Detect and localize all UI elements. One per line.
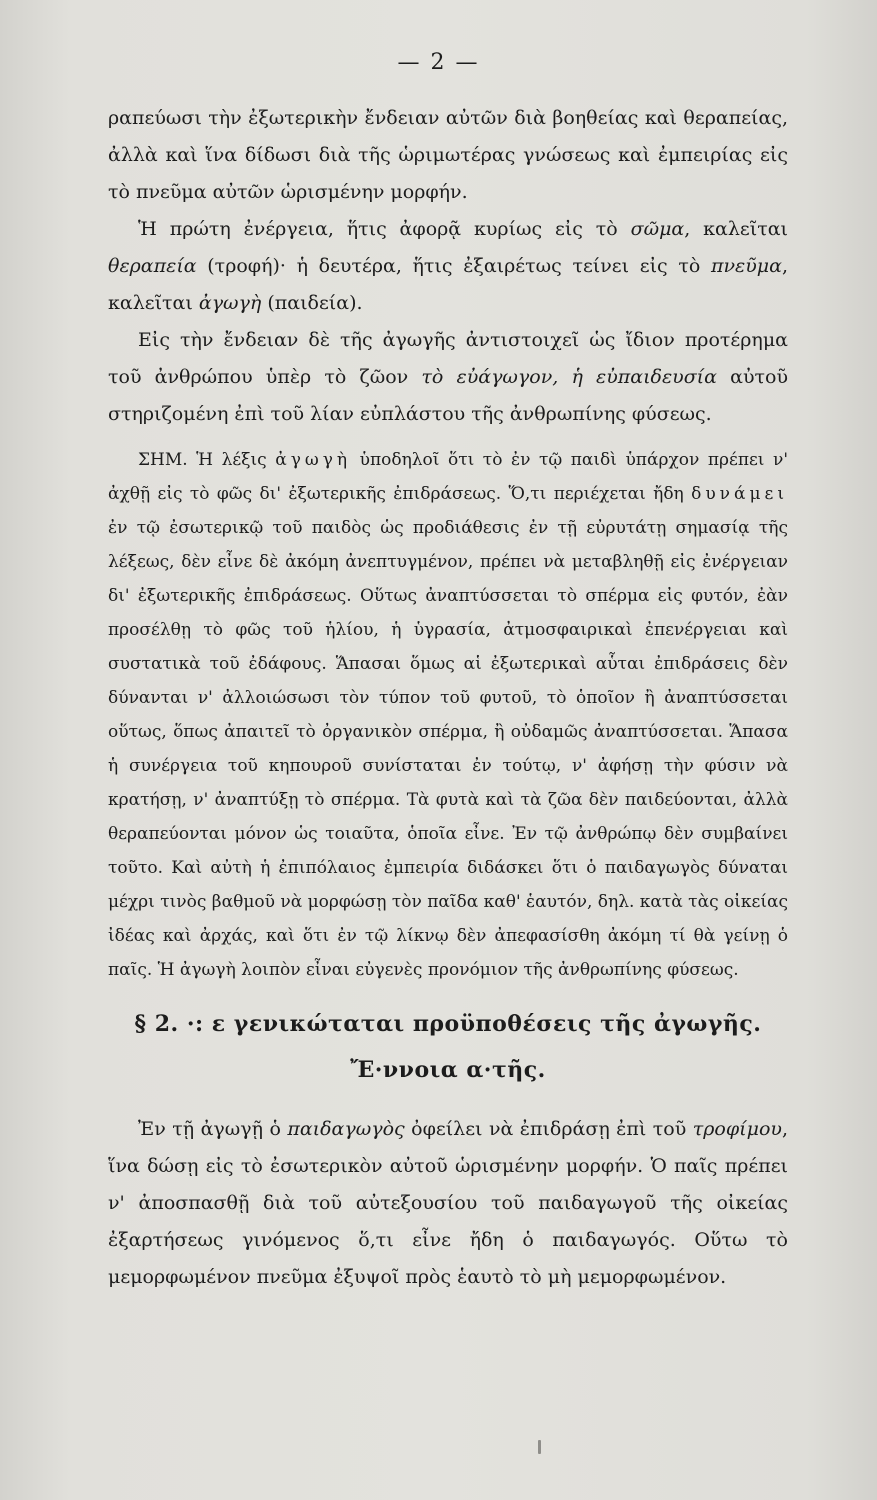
page-number: — 2 — (397, 50, 480, 75)
text-run: ἐν τῷ ἐσωτερικῷ τοῦ παιδὸς ὡς προδιάθεσις ἐν τῇ εὐρυτάτῃ σημασίᾳ τῆς λέξεως, δὲν εἶνε δὲ ἀκόμη ἀνεπτυγμένον, πρέπει νὰ μεταβληθῇ εἰς ἐνέργειαν δι' ἐξωτερικῆς ἐπιδράσεως. Οὕτως ἀναπτύσσεται τὸ σπέρμα εἰς φυτόν, ἐὰν προσέλθῃ τὸ φῶς τοῦ ἡλίου, ἡ ὑγρασία, ἀτμοσφαιρικαὶ ἐπενέργειαι καὶ συστατικὰ τοῦ ἐδάφους. Ἅπασαι ὅμως αἱ ἐξωτερικαὶ αὗται ἐπιδράσεις δὲν δύνανται ν' ἀλλοιώσωσι τὸν τύπον τοῦ φυτοῦ, τὸ ὁποῖον ἢ ἀναπτύσσεται οὕτως, ὅπως ἀπαιτεῖ τὸ ὀργανικὸν σπέρμα, ἢ οὐδαμῶς ἀναπτύσσεται. Ἅπασα ἡ συνέργεια τοῦ κηπουροῦ συνίσταται ἐν τούτῳ, ν' ἀφήσῃ τὴν φύσιν νὰ κρατήσῃ, ν' ἀναπτύξῃ τὸ σπέρμα. Τὰ φυτὰ καὶ τὰ ζῶα δὲν παιδεύονται, ἀλλὰ θεραπεύονται μόνον ὡς τοιαῦτα, ὁποῖα εἶνε. Ἐν τῷ ἀνθρώπῳ δὲν συμβαίνει τοῦτο. Καὶ αὐτὴ ἡ ἐπιπόλαιος ἐμπειρία διδάσκει ὅτι ὁ παιδαγωγὸς δύναται μέχρι τινὸς βαθμοῦ νὰ μορφώσῃ τὸν παῖδα καθ' ἑαυτόν, δηλ. κατὰ τὰς οἰκείας ἰδέας καὶ ἀρχάς, καὶ ὅτι ἐν τῷ λίκνῳ δὲν ἀπεφασίσθη ἀκόμη τί θὰ γείνῃ ὁ παῖς. Ἡ ἀγωγὴ λοιπὸν εἶναι εὐγενὲς προνόμιον τῆς ἀνθρωπίνης φύσεως. (108, 518, 788, 980)
text-run: (παιδεία). (261, 292, 363, 314)
spaced-term: ἀγωγὴ (275, 450, 352, 470)
italic-term: ἀγωγὴ (198, 292, 262, 314)
italic-term: σῶμα (630, 218, 685, 240)
note-paragraph (108, 443, 788, 987)
text-run: Εἰς τὴν ἔνδειαν δὲ τῆς ἀγωγῆς ἀντιστοιχεῖ ὡς ἴδιον προτέρημα τοῦ ἀνθρώπου ὑπὲρ τὸ ζῶον (108, 329, 788, 388)
text-block (108, 100, 788, 1296)
text-run: αὐτοῦ στηριζομένη ἐπὶ τοῦ λίαν εὐπλάστου τῆς ἀνθρωπίνης φύσεως. (108, 366, 789, 425)
text-run: , καλεῖται (684, 218, 788, 240)
paragraph-therapeia (108, 211, 788, 322)
paragraph-euagogon (108, 322, 788, 433)
text-run: (τροφή)· ἡ δευτέρα, ἥτις ἐξαιρέτως τείνει εἰς τὸ (196, 255, 711, 277)
text-run: , ἵνα δώσῃ εἰς τὸ ἐσωτερικὸν αὐτοῦ ὡρισμένην μορφήν. Ὁ παῖς πρέπει ν' ἀποσπασθῇ διὰ τοῦ αὐτεξουσίου τοῦ παιδαγωγοῦ τῆς οἰκείας ἐξαρτήσεως γινόμενος ὅ,τι εἶνε ἤδη ὁ παιδαγωγός. Οὕτω τὸ μεμορφωμένον πνεῦμα ἐξυψοῖ πρὸς ἑαυτὸ τὸ μὴ μεμορφωμένον. (108, 1118, 788, 1288)
text-run: ὀφείλει νὰ ἐπιδράσῃ ἐπὶ τοῦ (404, 1118, 693, 1140)
italic-term: θεραπεία (108, 255, 197, 277)
italic-term: τροφίμου (692, 1118, 782, 1140)
italic-term: τὸ εὐάγωγον, ἡ εὐπαιδευσία (421, 366, 717, 388)
italic-term: πνεῦμα (710, 255, 782, 277)
text-run: , καλεῖται (108, 255, 788, 314)
spaced-term: δυνάμει (691, 484, 788, 504)
italic-term: παιδαγωγὸς (287, 1118, 405, 1140)
text-run: Ἡ πρώτη ἐνέργεια, ἥτις ἀφορᾷ κυρίως εἰς τὸ (138, 218, 631, 240)
note-label: ΣΗΜ. Ἡ λέξις (138, 450, 276, 470)
text-run: Ἐν τῇ ἀγωγῇ ὁ (138, 1118, 288, 1140)
section-subheading: Ἔ·ννοια α·τῆς. (350, 1057, 546, 1083)
paragraph-continuation: ραπεύωσι τὴν ἐξωτερικὴν ἔνδειαν αὐτῶν διὰ βοηθείας καὶ θεραπείας, ἀλλὰ καὶ ἵνα δίδωσι διὰ τῆς ὡριμωτέρας γνώσεως καὶ ἐμπειρίας εἰς τὸ πνεῦμα αὐτῶν ὡρισμένην μορφήν. (108, 107, 788, 203)
section-heading: § 2. ·: ε γενικώταται προϋποθέσεις τῆς ἀγωγῆς. (134, 1011, 762, 1037)
paragraph-paidagogos (108, 1111, 788, 1296)
paper-speck (538, 1440, 541, 1454)
text-run: ὑποδηλοῖ ὅτι τὸ ἐν τῷ παιδὶ ὑπάρχον πρέπει ν' ἀχθῇ εἰς τὸ φῶς δι' ἐξωτερικῆς ἐπιδράσεως. Ὅ,τι περιέχεται ἤδη (108, 450, 788, 504)
